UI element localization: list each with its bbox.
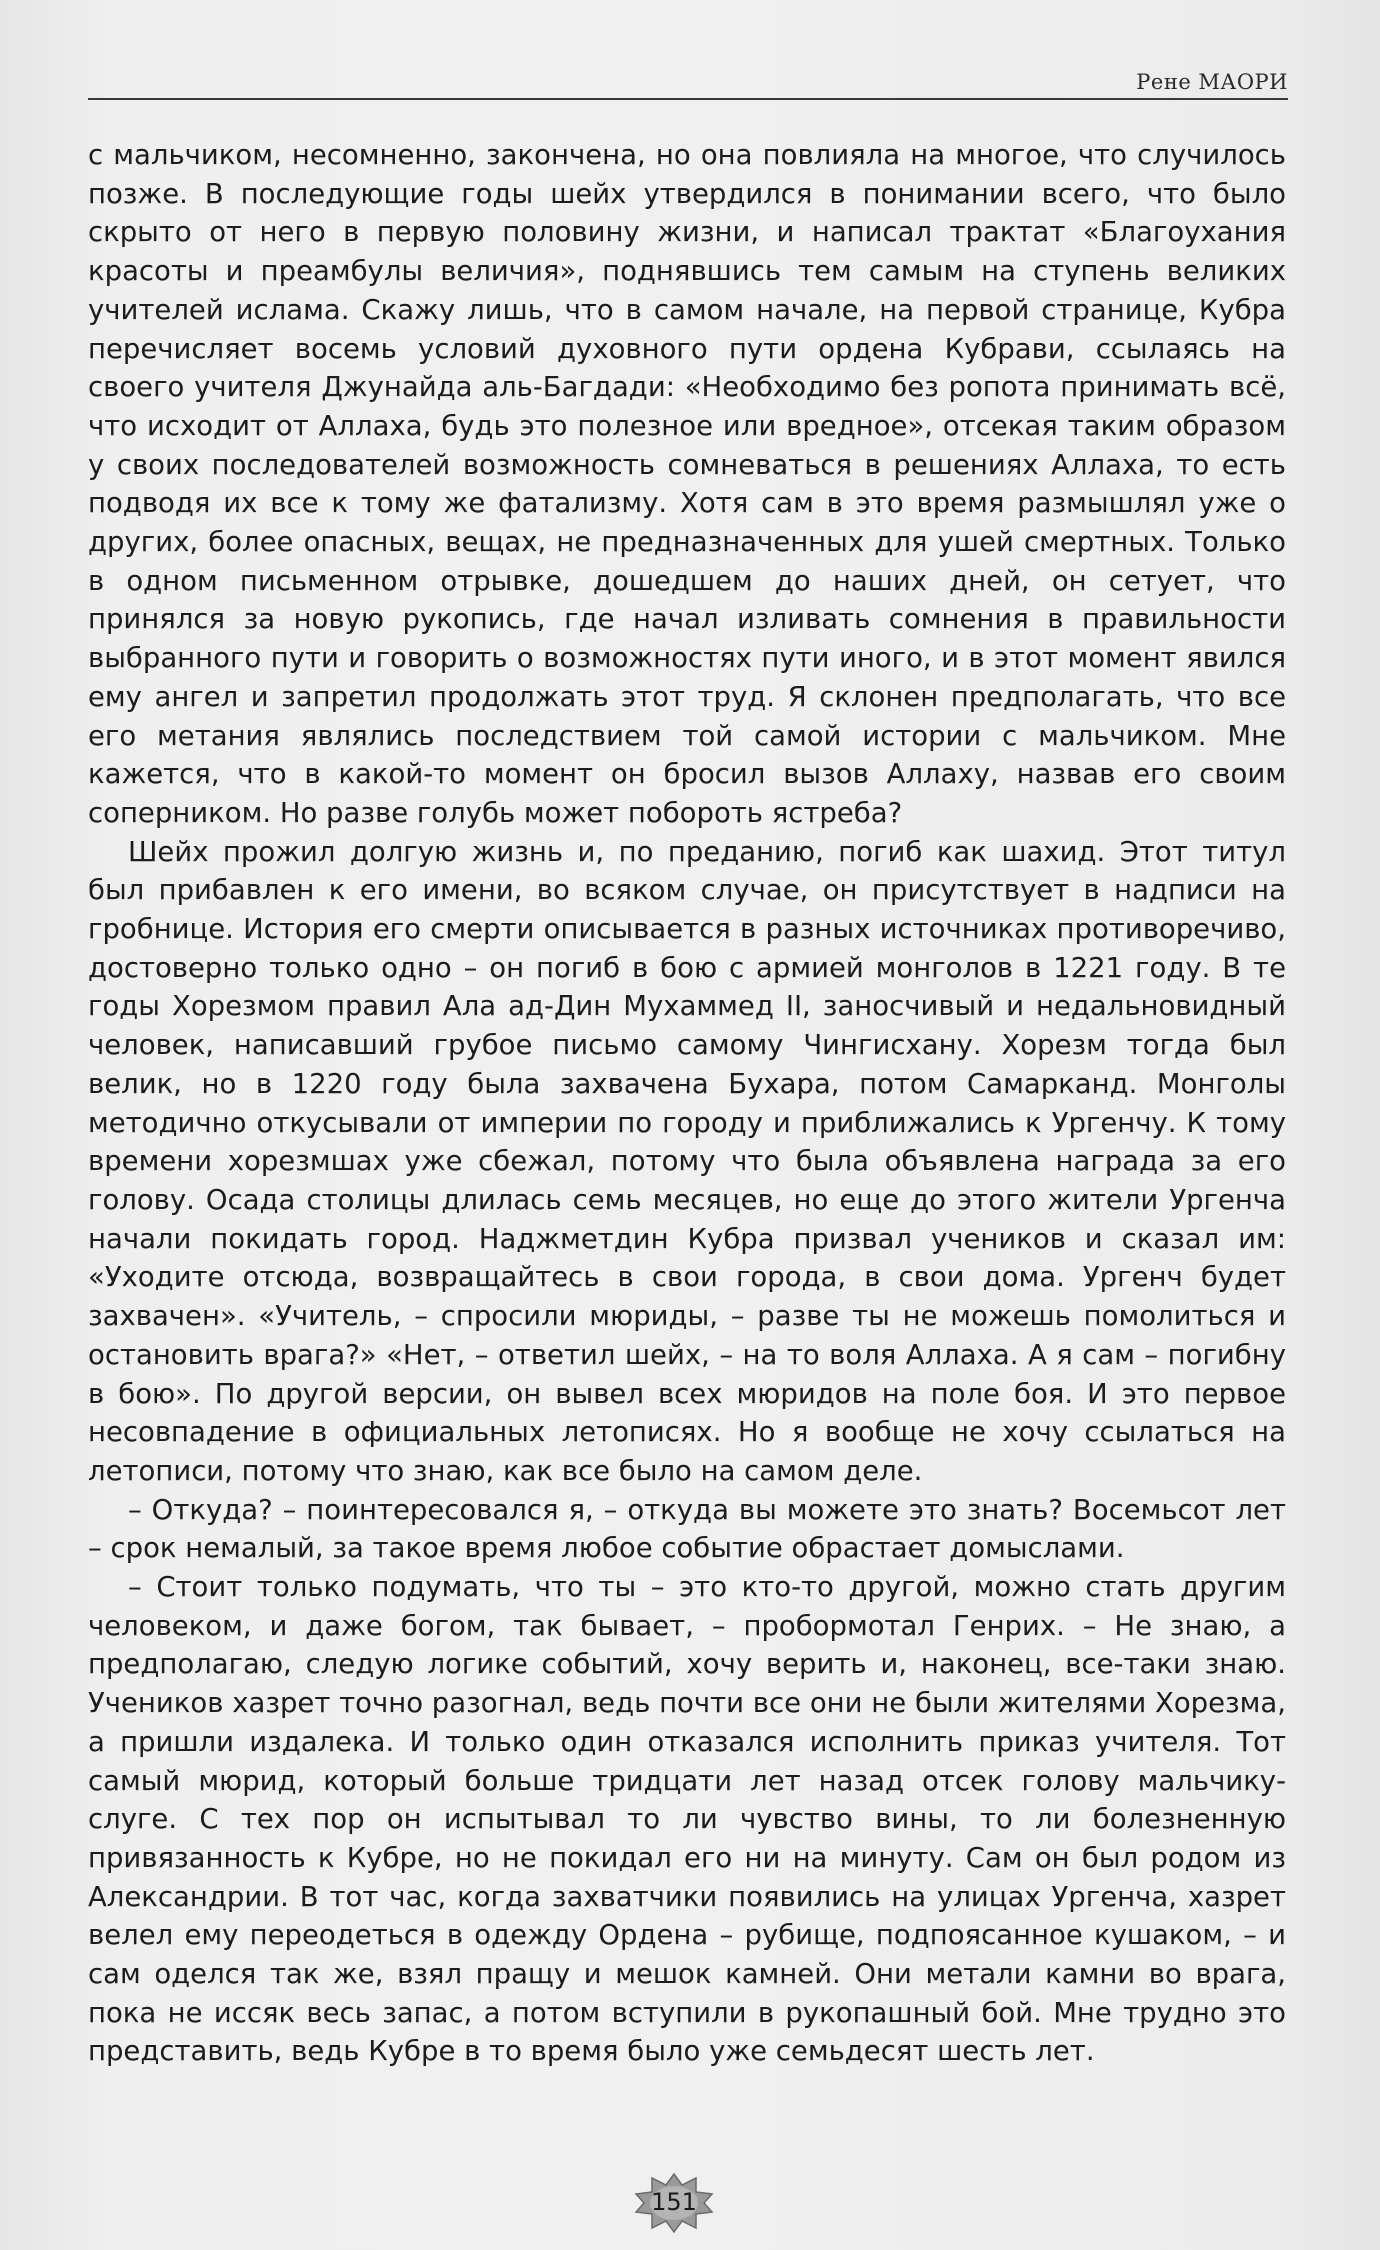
paragraph: Шейх прожил долгую жизнь и, по преданию, погиб как шахид. Этот титул был прибавлен к его имени, во всяком случае, он присутствует в надписи на гробнице. История его смерти описывается в разных источниках противоречиво, достоверно только одно – он погиб в бою с армией монголов в 1221 году. В те годы Хорезмом правил Ала ад-Дин Мухаммед II, заносчивый и недальновидный человек, написавший грубое письмо самому Чингисхану. Хорезм тогда был велик, но в 1220 году была захвачена Бухара, потом Самарканд. Монголы методично откусывали от империи по городу и приближались к Ургенчу. К тому времени хорезмшах уже сбежал, потому что была объявлена награда за его голову. Осада столицы длилась семь месяцев, но еще до этого жители Ургенча начали покидать город. Наджметдин Кубра призвал учеников и сказал им: «Уходите отсюда, возвращайтесь в свои города, в свои дома. Ургенч будет захвачен». «Учитель, – спросили мюриды, – разве ты не можешь помолиться и остановить врага?» «Нет, – ответил шейх, – на то воля Аллаха. А я сам – погибну в бою». По другой версии, он вывел всех мюридов на поле боя. И это первое несовпадение в официальных летописях. Но я вообще не хочу ссылаться на летописи, потому что знаю, как все было на самом деле. <box>88 835 1286 1487</box>
page-number-badge <box>630 2172 718 2234</box>
header-rule <box>88 98 1288 100</box>
body-text <box>88 136 1286 2071</box>
running-head: Рене МАОРИ <box>1136 70 1288 94</box>
paragraph: – Стоит только подумать, что ты – это кто-то другой, можно стать другим человеком, и даже богом, так бывает, – пробормотал Генрих. – Не знаю, а предполагаю, следую логике событий, хочу верить и, наконец, все-таки знаю. Учеников хазрет точно разогнал, ведь почти все они не были жителями Хорезма, а пришли издалека. И только один отказался исполнить приказ учителя. Тот самый мюрид, который больше тридцати лет назад отсек голову мальчику-слуге. С тех пор он испытывал то ли чувство вины, то ли болезненную привязанность к Кубре, но не покидал его ни на минуту. Сам он был родом из Александрии. В тот час, когда захватчики появились на улицах Ургенча, хазрет велел ему переодеться в одежду Ордена – рубище, подпоясанное кушаком, – и сам оделся так же, взял пращу и мешок камней. Они метали камни во врага, пока не иссяк весь запас, а потом вступили в рукопашный бой. Мне трудно это представить, ведь Кубре в то время было уже семьдесят шесть лет. <box>88 1571 1286 2068</box>
paragraph: с мальчиком, несомненно, закончена, но она повлияла на многое, что случилось позже. В последующие годы шейх утвердился в понимании всего, что было скрыто от него в первую половину жизни, и написал трактат «Благоухания красоты и преамбулы величия», поднявшись тем самым на ступень великих учителей ислама. Скажу лишь, что в самом начале, на первой странице, Кубра перечисляет восемь условий духовного пути ордена Кубрави, ссылаясь на своего учителя Джунайда аль-Багдади: «Необходимо без ропота принимать всё, что исходит от Аллаха, будь это полезное или вредное», отсекая таким образом у своих последователей возможность сомневаться в решениях Аллаха, то есть подводя их все к тому же фатализму. Хотя сам в это время размышлял уже о других, более опасных, вещах, не предназначенных для ушей смертных. Только в одном письменном отрывке, дошедшем до наших дней, он сетует, что принялся за новую рукопись, где начал изливать сомнения в правильности выбранного пути и говорить о возможностях пути иного, и в этот момент явился ему ангел и запретил продолжать этот труд. Я склонен предполагать, что все его метания являлись последствием той самой истории с мальчиком. Мне кажется, что в какой-то момент он бросил вызов Аллаху, назвав его своим соперником. Но разве голубь может побороть ястреба? <box>88 139 1286 829</box>
paragraph: – Откуда? – поинтересовался я, – откуда вы можете это знать? Восемьсот лет – срок немалый, за такое время любое событие обрастает домыслами. <box>88 1493 1286 1565</box>
page-number: 151 <box>651 2188 697 2216</box>
